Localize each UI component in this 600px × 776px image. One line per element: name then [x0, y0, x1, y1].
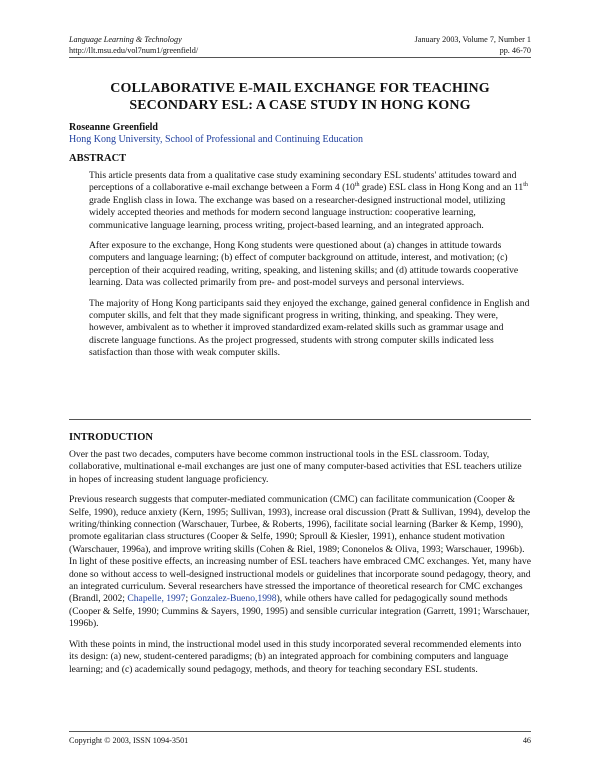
abstract-paragraph-2: After exposure to the exchange, Hong Kong students were questioned about (a) changes in attitude towards computers and language learning; (b) effect of computer background on attitude, interest, and motivation; (c) perception of their acquired reading, writing, speaking, and listening skills; and (d) attitude towards cooperative learning. Data was collected primarily from pre- and post-model surveys and personal interviews.: [89, 240, 519, 289]
abstract-rule: [69, 419, 531, 420]
author-name: Roseanne Greenfield: [69, 122, 158, 133]
issue-info: January 2003, Volume 7, Number 1: [414, 35, 531, 44]
citation-separator: ;: [185, 593, 191, 605]
intro-paragraph-2: [69, 494, 531, 630]
page-range: pp. 46-70: [499, 46, 531, 55]
intro-p2-text-b: ), while others have called for pedagogically sound methods (Cooper & Selfe, 1990; Cummins & Sayers, 1990, 1995) and sensible curricular integration (Garrett, 1991; Warschauer, 1996b).: [69, 593, 530, 630]
header-rule: [69, 57, 531, 58]
introduction-heading: INTRODUCTION: [69, 432, 154, 443]
intro-p2-text-a: Previous research suggests that computer-mediated communication (CMC) can facilitate communication (Cooper & Selfe, 1990), reduce anxiety (Kern, 1995; Sullivan, 1993), increase oral discussion (Pratt & Sullivan, 1994), develop the writing/thinking connection (Warschauer, Turbee, & Roberts, 1996), facilitate social learning (Barker & Kemp, 1990), promote egalitarian class structures (Cooper & Selfe, 1990; Sproull & Kiesler, 1991), enhance student motivation (Warschauer, 1996a), and improve writing skills (Cohen & Riel, 1989; Cononelos & Oliva, 1993; Warschauer, 1996b). In light of these positive effects, an increasing number of ESL teachers have embraced CMC exchanges. Yet, many have done so without access to well-designed instructional models or guidelines that incorporate sound pedagogy, theory, and an integrated curriculum. Several researchers have stressed the importance of theoretical research for CMC exchanges (Brandl, 2002;: [69, 494, 531, 605]
ordinal-suffix: th: [523, 182, 528, 189]
footer-rule: [69, 731, 531, 732]
article-title: [69, 80, 531, 114]
copyright: Copyright © 2003, ISSN 1094-3501: [69, 736, 189, 745]
citation-link-chapelle[interactable]: Chapelle, 1997: [127, 593, 186, 605]
title-line-2: SECONDARY ESL: A CASE STUDY IN HONG KONG: [129, 98, 471, 113]
title-line-1: COLLABORATIVE E-MAIL EXCHANGE FOR TEACHING: [110, 81, 490, 96]
intro-paragraph-3: With these points in mind, the instructional model used in this study incorporated several recommended elements into its design: (a) new, student-centered paradigms; (b) an integrated approach for combining computers and language learning; and (c) academically sound pedagogy, methods, and theory for teaching secondary ESL students.: [69, 638, 522, 675]
intro-paragraph-1: Over the past two decades, computers have become common instructional tools in the ESL classroom. Today, collaborative, multinational e-mail exchanges are just one of many computer-based activities that ESL teachers utilize in hopes of increasing student language proficiency.: [69, 449, 522, 485]
author-affiliation[interactable]: Hong Kong University, School of Professional and Continuing Education: [69, 134, 364, 145]
abstract-body: [89, 170, 531, 368]
introduction-body: [69, 449, 531, 684]
citation-link-gonzalez-bueno[interactable]: Gonzalez-Bueno,1998: [190, 593, 277, 605]
abstract-paragraph-3: The majority of Hong Kong participants said they enjoyed the exchange, gained general confidence in English and computer skills, and felt that they made significant progress in writing, thinking, and speaking. They were, however, ambivalent as to whether it improved standardized exam-related skills such as grammar usage and discrete language functions. As the project progressed, students with strong computer skills indicated less satisfaction than those with weak computer skills.: [89, 297, 530, 359]
ordinal-suffix: th: [354, 182, 360, 189]
abstract-p1-text-a: This article presents data from a qualitative case study examining secondary ESL students' attitudes toward and perceptions of a collaborative e-mail exchange between a Form 4 (10: [89, 170, 517, 194]
page-number: 46: [522, 736, 531, 745]
journal-name: Language Learning & Technology: [69, 35, 182, 44]
abstract-heading: ABSTRACT: [69, 153, 127, 164]
abstract-paragraph-1: [89, 170, 531, 232]
abstract-p1-text-b: grade) ESL class in Hong Kong and an 11: [359, 182, 524, 194]
article-url[interactable]: http://llt.msu.edu/vol7num1/greenfield/: [69, 46, 199, 55]
abstract-p1-text-c: grade English class in Iowa. The exchange was based on a researcher-designed instructional model, utilizing widely accepted theories and methods for modern second language instruction: cooperative learning, communicative language learning, process writing, project-based learning, and an integrated approach.: [89, 194, 506, 231]
